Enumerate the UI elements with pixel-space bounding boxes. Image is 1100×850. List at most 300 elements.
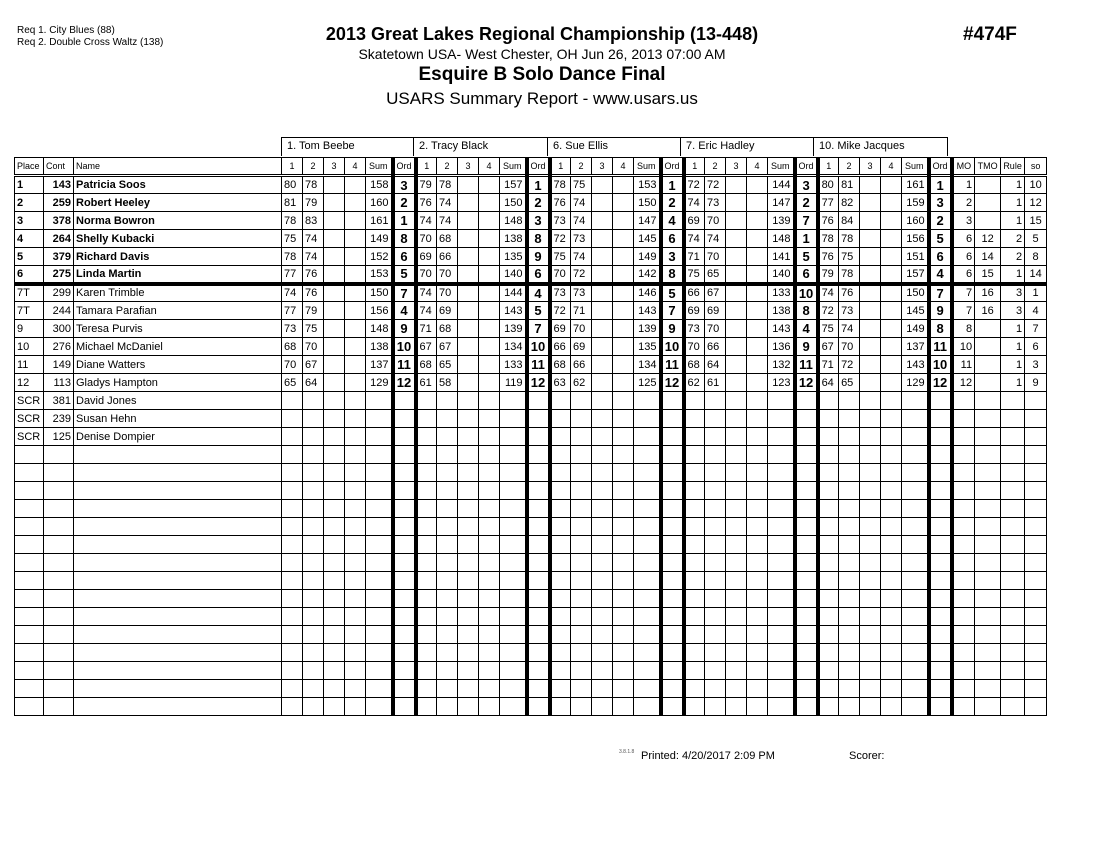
- score-3-cell: [324, 248, 345, 266]
- sum-cell: [500, 482, 527, 500]
- mo-cell: 2: [952, 194, 975, 212]
- tmo-cell: [975, 446, 1001, 464]
- ordinal-cell: [527, 608, 550, 626]
- skater-name-cell: Linda Martin: [74, 266, 282, 284]
- score-2-cell: 61: [705, 374, 726, 392]
- score-1-cell: 75: [684, 266, 705, 284]
- score-4-cell: [345, 284, 366, 302]
- score-2-cell: 79: [303, 302, 324, 320]
- rule-cell: [1001, 482, 1025, 500]
- score-3-cell: [458, 392, 479, 410]
- score-4-cell: [613, 176, 634, 194]
- score-2-cell: [705, 392, 726, 410]
- score-2-cell: [437, 410, 458, 428]
- ordinal-cell: [795, 590, 818, 608]
- sum-cell: 144: [500, 284, 527, 302]
- score-1-cell: [550, 392, 571, 410]
- sum-cell: 159: [902, 194, 929, 212]
- rule-cell: 2: [1001, 230, 1025, 248]
- table-row: [15, 662, 1047, 680]
- sum-cell: [634, 644, 661, 662]
- score-2-cell: 72: [705, 176, 726, 194]
- tmo-cell: 16: [975, 302, 1001, 320]
- place-cell: SCR: [15, 392, 44, 410]
- sum-cell: [902, 446, 929, 464]
- score-3-cell: [324, 590, 345, 608]
- sum-cell: [366, 464, 393, 482]
- score-3-cell: [458, 212, 479, 230]
- score-2-cell: [571, 590, 592, 608]
- score-3-cell: [592, 392, 613, 410]
- col-score-3: 3: [726, 158, 747, 176]
- score-3-cell: [458, 248, 479, 266]
- sum-cell: [366, 410, 393, 428]
- sum-cell: 143: [634, 302, 661, 320]
- contestant-number-cell: 125: [44, 428, 74, 446]
- ordinal-cell: [393, 680, 416, 698]
- score-2-cell: [571, 608, 592, 626]
- score-2-cell: [303, 392, 324, 410]
- score-2-cell: [571, 626, 592, 644]
- sum-cell: [500, 392, 527, 410]
- so-cell: [1025, 482, 1047, 500]
- ordinal-cell: 5: [527, 302, 550, 320]
- tmo-cell: [975, 680, 1001, 698]
- score-3-cell: [458, 194, 479, 212]
- score-1-cell: [282, 590, 303, 608]
- score-2-cell: [839, 446, 860, 464]
- score-4-cell: [479, 698, 500, 716]
- sum-cell: [500, 464, 527, 482]
- place-cell: 11: [15, 356, 44, 374]
- table-row: [15, 536, 1047, 554]
- score-4-cell: [479, 212, 500, 230]
- ordinal-cell: 12: [661, 374, 684, 392]
- score-4-cell: [345, 680, 366, 698]
- sum-cell: [366, 482, 393, 500]
- score-4-cell: [345, 518, 366, 536]
- ordinal-cell: [795, 572, 818, 590]
- sum-cell: [902, 392, 929, 410]
- score-3-cell: [860, 176, 881, 194]
- score-4-cell: [613, 500, 634, 518]
- judge-header-5: 10. Mike Jacques: [813, 137, 948, 156]
- ordinal-cell: 8: [393, 230, 416, 248]
- score-1-cell: [550, 554, 571, 572]
- ordinal-cell: [393, 446, 416, 464]
- rule-cell: 1: [1001, 338, 1025, 356]
- score-2-cell: 65: [437, 356, 458, 374]
- score-3-cell: [726, 644, 747, 662]
- place-cell: [15, 698, 44, 716]
- place-cell: 2: [15, 194, 44, 212]
- ordinal-cell: [393, 608, 416, 626]
- sum-cell: 156: [902, 230, 929, 248]
- score-1-cell: 80: [818, 176, 839, 194]
- score-3-cell: [726, 176, 747, 194]
- sum-cell: [366, 680, 393, 698]
- table-row: [15, 176, 1047, 194]
- table-row: [15, 482, 1047, 500]
- sum-cell: 147: [634, 212, 661, 230]
- score-4-cell: [881, 662, 902, 680]
- score-4-cell: [881, 194, 902, 212]
- ordinal-cell: 11: [795, 356, 818, 374]
- sum-cell: [500, 608, 527, 626]
- col-score-3: 3: [324, 158, 345, 176]
- ordinal-cell: 3: [929, 194, 952, 212]
- so-cell: [1025, 662, 1047, 680]
- sum-cell: 140: [768, 266, 795, 284]
- ordinal-cell: 4: [929, 266, 952, 284]
- score-1-cell: [282, 626, 303, 644]
- score-4-cell: [345, 338, 366, 356]
- score-4-cell: [747, 536, 768, 554]
- score-2-cell: 84: [839, 212, 860, 230]
- score-4-cell: [881, 356, 902, 374]
- sum-cell: [500, 590, 527, 608]
- table-row: [15, 644, 1047, 662]
- col-score-1: 1: [282, 158, 303, 176]
- score-2-cell: 76: [839, 284, 860, 302]
- score-3-cell: [726, 212, 747, 230]
- place-cell: [15, 662, 44, 680]
- score-2-cell: [705, 626, 726, 644]
- ordinal-cell: 6: [393, 248, 416, 266]
- sum-cell: 135: [634, 338, 661, 356]
- score-1-cell: [282, 482, 303, 500]
- score-3-cell: [860, 572, 881, 590]
- score-4-cell: [881, 338, 902, 356]
- so-cell: [1025, 410, 1047, 428]
- score-2-cell: 69: [437, 302, 458, 320]
- sum-cell: [366, 572, 393, 590]
- sum-cell: [768, 428, 795, 446]
- place-cell: [15, 554, 44, 572]
- score-2-cell: 79: [303, 194, 324, 212]
- score-3-cell: [726, 500, 747, 518]
- score-4-cell: [345, 194, 366, 212]
- score-4-cell: [613, 590, 634, 608]
- score-3-cell: [592, 230, 613, 248]
- score-4-cell: [345, 212, 366, 230]
- score-1-cell: 74: [416, 212, 437, 230]
- mo-cell: 11: [952, 356, 975, 374]
- sum-cell: [768, 482, 795, 500]
- score-2-cell: 67: [303, 356, 324, 374]
- score-2-cell: [571, 446, 592, 464]
- ordinal-cell: [929, 464, 952, 482]
- score-2-cell: 75: [571, 176, 592, 194]
- score-1-cell: 66: [550, 338, 571, 356]
- score-2-cell: 75: [839, 248, 860, 266]
- tmo-cell: [975, 626, 1001, 644]
- score-4-cell: [881, 680, 902, 698]
- col-score-1: 1: [550, 158, 571, 176]
- score-3-cell: [860, 392, 881, 410]
- ordinal-cell: 5: [929, 230, 952, 248]
- score-1-cell: 73: [684, 320, 705, 338]
- score-3-cell: [592, 410, 613, 428]
- score-4-cell: [479, 554, 500, 572]
- ordinal-cell: [929, 554, 952, 572]
- sum-cell: 125: [634, 374, 661, 392]
- rule-cell: [1001, 662, 1025, 680]
- score-4-cell: [747, 266, 768, 284]
- mo-cell: 6: [952, 230, 975, 248]
- score-4-cell: [881, 698, 902, 716]
- tmo-cell: [975, 536, 1001, 554]
- rule-cell: 1: [1001, 356, 1025, 374]
- score-2-cell: [571, 392, 592, 410]
- score-3-cell: [324, 374, 345, 392]
- score-3-cell: [324, 554, 345, 572]
- rule-cell: 1: [1001, 194, 1025, 212]
- score-3-cell: [860, 248, 881, 266]
- skater-name-cell: Karen Trimble: [74, 284, 282, 302]
- score-1-cell: [416, 554, 437, 572]
- score-2-cell: [705, 572, 726, 590]
- col-rule: Rule: [1001, 158, 1025, 176]
- score-4-cell: [881, 428, 902, 446]
- score-4-cell: [345, 446, 366, 464]
- sum-cell: [902, 500, 929, 518]
- score-1-cell: 74: [282, 284, 303, 302]
- rule-cell: 1: [1001, 374, 1025, 392]
- score-4-cell: [345, 554, 366, 572]
- sum-cell: 151: [902, 248, 929, 266]
- score-4-cell: [747, 500, 768, 518]
- rule-cell: [1001, 446, 1025, 464]
- score-1-cell: 76: [818, 248, 839, 266]
- event-title: Esquire B Solo Dance Final: [418, 64, 666, 85]
- score-4-cell: [881, 410, 902, 428]
- ordinal-cell: [661, 536, 684, 554]
- table-row: [15, 518, 1047, 536]
- col-sum: Sum: [500, 158, 527, 176]
- score-2-cell: [839, 644, 860, 662]
- score-2-cell: [303, 464, 324, 482]
- ordinal-cell: 5: [661, 284, 684, 302]
- score-2-cell: [303, 590, 324, 608]
- software-version: 3.8.1.8: [619, 749, 635, 755]
- score-3-cell: [592, 500, 613, 518]
- score-3-cell: [726, 248, 747, 266]
- score-3-cell: [860, 212, 881, 230]
- skater-name-cell: Shelly Kubacki: [74, 230, 282, 248]
- score-2-cell: [571, 518, 592, 536]
- skater-name-cell: Diane Watters: [74, 356, 282, 374]
- score-1-cell: [684, 428, 705, 446]
- sum-cell: [634, 608, 661, 626]
- score-1-cell: 66: [684, 284, 705, 302]
- score-4-cell: [479, 410, 500, 428]
- score-3-cell: [860, 698, 881, 716]
- score-1-cell: 69: [416, 248, 437, 266]
- score-3-cell: [860, 608, 881, 626]
- sum-cell: [366, 644, 393, 662]
- ordinal-cell: 12: [929, 374, 952, 392]
- skater-name-cell: [74, 680, 282, 698]
- rule-cell: [1001, 428, 1025, 446]
- ordinal-cell: [929, 698, 952, 716]
- score-1-cell: [282, 554, 303, 572]
- score-4-cell: [345, 536, 366, 554]
- so-cell: [1025, 518, 1047, 536]
- score-4-cell: [881, 608, 902, 626]
- ordinal-cell: 7: [929, 284, 952, 302]
- ordinal-cell: 7: [527, 320, 550, 338]
- score-2-cell: [839, 608, 860, 626]
- sum-cell: [500, 572, 527, 590]
- col-score-4: 4: [613, 158, 634, 176]
- ordinal-cell: [929, 500, 952, 518]
- skater-name-cell: [74, 500, 282, 518]
- score-1-cell: 70: [684, 338, 705, 356]
- score-2-cell: [839, 410, 860, 428]
- score-2-cell: [571, 644, 592, 662]
- ordinal-cell: [393, 428, 416, 446]
- ordinal-cell: [661, 626, 684, 644]
- score-3-cell: [324, 338, 345, 356]
- score-1-cell: 80: [282, 176, 303, 194]
- score-2-cell: [571, 554, 592, 572]
- score-3-cell: [324, 302, 345, 320]
- score-2-cell: [705, 464, 726, 482]
- score-1-cell: 73: [550, 284, 571, 302]
- sum-cell: [902, 554, 929, 572]
- so-cell: 8: [1025, 248, 1047, 266]
- ordinal-cell: [929, 680, 952, 698]
- score-4-cell: [881, 536, 902, 554]
- score-1-cell: [818, 680, 839, 698]
- score-1-cell: 75: [818, 320, 839, 338]
- contestant-number-cell: [44, 680, 74, 698]
- place-cell: SCR: [15, 428, 44, 446]
- sum-cell: [366, 590, 393, 608]
- col-score-3: 3: [860, 158, 881, 176]
- skater-name-cell: [74, 608, 282, 626]
- place-cell: [15, 680, 44, 698]
- contestant-number-cell: 378: [44, 212, 74, 230]
- place-cell: 9: [15, 320, 44, 338]
- sum-cell: 139: [634, 320, 661, 338]
- score-2-cell: 74: [571, 194, 592, 212]
- ordinal-cell: [527, 626, 550, 644]
- score-2-cell: 70: [437, 266, 458, 284]
- score-3-cell: [324, 446, 345, 464]
- place-cell: [15, 608, 44, 626]
- sum-cell: [902, 680, 929, 698]
- score-2-cell: [437, 644, 458, 662]
- score-3-cell: [458, 608, 479, 626]
- score-1-cell: [416, 626, 437, 644]
- sum-cell: [768, 572, 795, 590]
- sum-cell: [500, 536, 527, 554]
- score-3-cell: [726, 374, 747, 392]
- score-4-cell: [747, 410, 768, 428]
- ordinal-cell: [527, 680, 550, 698]
- ordinal-cell: [393, 698, 416, 716]
- rule-cell: [1001, 590, 1025, 608]
- sum-cell: [768, 464, 795, 482]
- ordinal-cell: [661, 500, 684, 518]
- sum-cell: [902, 644, 929, 662]
- score-1-cell: 68: [684, 356, 705, 374]
- score-2-cell: [303, 428, 324, 446]
- sum-cell: [500, 662, 527, 680]
- skater-name-cell: David Jones: [74, 392, 282, 410]
- ordinal-cell: [661, 662, 684, 680]
- score-3-cell: [726, 356, 747, 374]
- ordinal-cell: 4: [795, 320, 818, 338]
- sum-cell: 142: [634, 266, 661, 284]
- tmo-cell: [975, 590, 1001, 608]
- score-3-cell: [726, 680, 747, 698]
- mo-cell: [952, 410, 975, 428]
- contestant-number-cell: [44, 626, 74, 644]
- score-4-cell: [479, 356, 500, 374]
- ordinal-cell: [393, 392, 416, 410]
- score-3-cell: [592, 644, 613, 662]
- sum-cell: [634, 536, 661, 554]
- score-1-cell: [550, 662, 571, 680]
- score-1-cell: [550, 536, 571, 554]
- mo-cell: 8: [952, 320, 975, 338]
- score-3-cell: [592, 464, 613, 482]
- score-2-cell: [839, 536, 860, 554]
- table-row: [15, 356, 1047, 374]
- mo-cell: [952, 518, 975, 536]
- mo-cell: [952, 680, 975, 698]
- tmo-cell: [975, 356, 1001, 374]
- tmo-cell: [975, 176, 1001, 194]
- contestant-number-cell: 275: [44, 266, 74, 284]
- score-4-cell: [345, 356, 366, 374]
- tmo-cell: [975, 644, 1001, 662]
- ordinal-cell: [795, 698, 818, 716]
- score-3-cell: [860, 644, 881, 662]
- score-2-cell: 69: [705, 302, 726, 320]
- score-4-cell: [479, 392, 500, 410]
- score-4-cell: [479, 680, 500, 698]
- score-4-cell: [479, 176, 500, 194]
- sum-cell: [768, 680, 795, 698]
- score-3-cell: [726, 662, 747, 680]
- so-cell: 12: [1025, 194, 1047, 212]
- score-2-cell: [705, 554, 726, 572]
- score-4-cell: [479, 248, 500, 266]
- score-4-cell: [747, 194, 768, 212]
- score-3-cell: [324, 680, 345, 698]
- score-1-cell: 74: [684, 230, 705, 248]
- score-2-cell: [705, 518, 726, 536]
- score-4-cell: [479, 464, 500, 482]
- required-dance-2: Req 2. Double Cross Waltz (138): [17, 37, 164, 48]
- tmo-cell: [975, 500, 1001, 518]
- so-cell: [1025, 500, 1047, 518]
- ordinal-cell: [393, 662, 416, 680]
- so-cell: [1025, 680, 1047, 698]
- score-1-cell: [550, 464, 571, 482]
- score-4-cell: [479, 662, 500, 680]
- score-3-cell: [324, 482, 345, 500]
- score-3-cell: [726, 590, 747, 608]
- so-cell: [1025, 626, 1047, 644]
- tmo-cell: 12: [975, 230, 1001, 248]
- score-4-cell: [613, 518, 634, 536]
- table-row: [15, 302, 1047, 320]
